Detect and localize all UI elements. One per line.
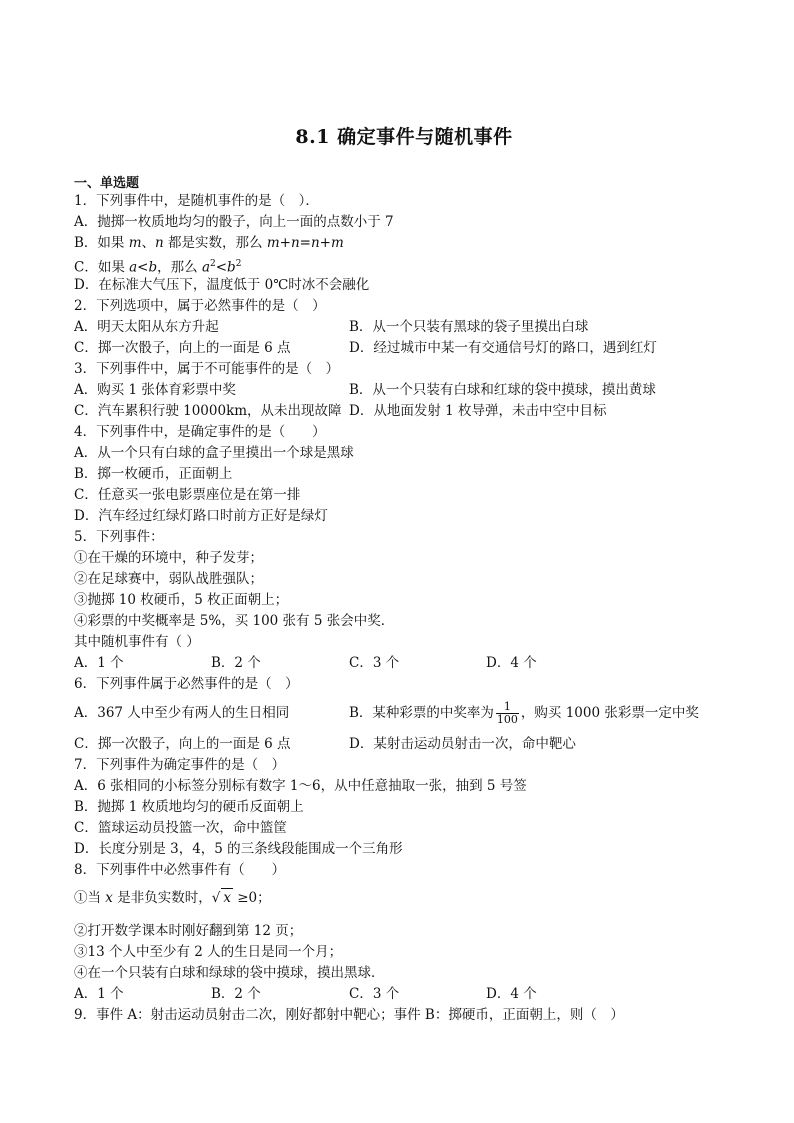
- q2-option-c: C．掷一次骰子，向上的一面是 6 点: [74, 340, 291, 356]
- q1-option-c: C．如果 a<b，那么 $a^2<b^2$: [74, 259, 242, 276]
- page-title: 8.1 确定事件与随机事件: [295, 126, 513, 148]
- q8-option-b: B．2 个: [211, 986, 261, 1002]
- q4-option-c: C．任意买一张电影票座位是在第一排: [74, 487, 301, 503]
- fraction: $\frac{1}{100}$: [496, 700, 518, 726]
- q8-option-c: C．3 个: [349, 986, 400, 1002]
- q1-stem: 1．下列事件中，是随机事件的是（ ）．: [74, 193, 319, 209]
- q4-option-a: A．从一个只有白球的盒子里摸出一个球是黑球: [74, 445, 354, 461]
- q6-option-a: A．367 人中至少有两人的生日相同: [74, 705, 290, 721]
- q8-option-d: D．4 个: [486, 986, 537, 1002]
- q6-option-b: B．某种彩票的中奖率为 $\frac{1}{100}$ ，购买 1000 张彩票一定中奖: [349, 700, 699, 726]
- q6-stem: 6．下列事件属于必然事件的是（ ）: [74, 676, 299, 692]
- q2-option-d: D．经过城市中某一有交通信号灯的路口，遇到红灯: [349, 340, 657, 356]
- q3-option-b: B．从一个只装有白球和红球的袋中摸球，摸出黄球: [349, 382, 656, 398]
- q5-ask: 其中随机事件有（ ）: [74, 634, 200, 650]
- q5-item-4: ④彩票的中奖概率是 5%，买 100 张有 5 张会中奖．: [74, 613, 395, 629]
- q7-option-a: A．6 张相同的小标签分别标有数字 1～6，从中任意抽取一张，抽到 5 号签: [74, 778, 527, 794]
- q4-stem: 4．下列事件中，是确定事件的是（ ）: [74, 424, 326, 440]
- q2-option-a: A．明天太阳从东方升起: [74, 319, 219, 335]
- q5-option-d: D．4 个: [486, 655, 537, 671]
- q2-stem: 2．下列选项中，属于必然事件的是（ ）: [74, 298, 326, 314]
- q1-option-b: B．如果 m、n 都是实数，那么 m+n=n+m: [74, 235, 344, 251]
- q5-item-1: ①在干燥的环境中，种子发芽；: [74, 550, 263, 566]
- q7-option-c: C．篮球运动员投篮一次，命中篮筐: [74, 820, 287, 836]
- q8-stem: 8．下列事件中必然事件有（ ）: [74, 862, 286, 878]
- q7-option-d: D．长度分别是 3，4，5 的三条线段能围成一个三角形: [74, 841, 403, 857]
- q8-item-3: ③13 个人中至少有 2 人的生日是同一个月；: [74, 944, 343, 960]
- q5-stem: 5．下列事件：: [74, 529, 164, 545]
- q3-stem: 3．下列事件中，属于不可能事件的是（ ）: [74, 361, 340, 377]
- q5-option-b: B．2 个: [211, 655, 261, 671]
- q7-option-b: B．抛掷 1 枚质地均匀的硬币反面朝上: [74, 799, 304, 815]
- q2-option-b: B．从一个只装有黑球的袋子里摸出白球: [349, 319, 589, 335]
- q8-item-1: ①当 x 是非负实数时，√ x ≥0；: [74, 890, 271, 906]
- q5-item-2: ②在足球赛中，弱队战胜强队；: [74, 571, 263, 587]
- q3-option-a: A．购买 1 张体育彩票中奖: [74, 382, 236, 398]
- q4-option-d: D．汽车经过红绿灯路口时前方正好是绿灯: [74, 508, 328, 524]
- q5-option-a: A．1 个: [74, 655, 124, 671]
- q5-item-3: ③抛掷 10 枚硬币，5 枚正面朝上；: [74, 592, 289, 608]
- section-heading: 一、单选题: [74, 176, 140, 191]
- q4-option-b: B．掷一枚硬币，正面朝上: [74, 466, 233, 482]
- q1-option-a: A．抛掷一枚质地均匀的骰子，向上一面的点数小于 7: [74, 214, 394, 230]
- q8-item-2: ②打开数学课本时刚好翻到第 12 页；: [74, 923, 303, 939]
- q6-option-d: D．某射击运动员射击一次，命中靶心: [349, 736, 576, 752]
- q8-item-4: ④在一个只装有白球和绿球的袋中摸球，摸出黑球．: [74, 965, 385, 981]
- q3-option-d: D．从地面发射 1 枚导弹，未击中空中目标: [349, 403, 607, 419]
- q6-option-c: C．掷一次骰子，向上的一面是 6 点: [74, 736, 291, 752]
- q3-option-c: C．汽车累积行驶 10000km，从未出现故障: [74, 403, 342, 419]
- q8-option-a: A．1 个: [74, 986, 124, 1002]
- q5-option-c: C．3 个: [349, 655, 400, 671]
- q1-option-d: D．在标准大气压下，温度低于 0℃时冰不会融化: [74, 277, 370, 293]
- q9-stem: 9．事件 A：射击运动员射击二次，刚好都射中靶心；事件 B：掷硬币，正面朝上，则（ ）: [74, 1007, 624, 1023]
- q7-stem: 7．下列事件为确定事件的是（ ）: [74, 757, 286, 773]
